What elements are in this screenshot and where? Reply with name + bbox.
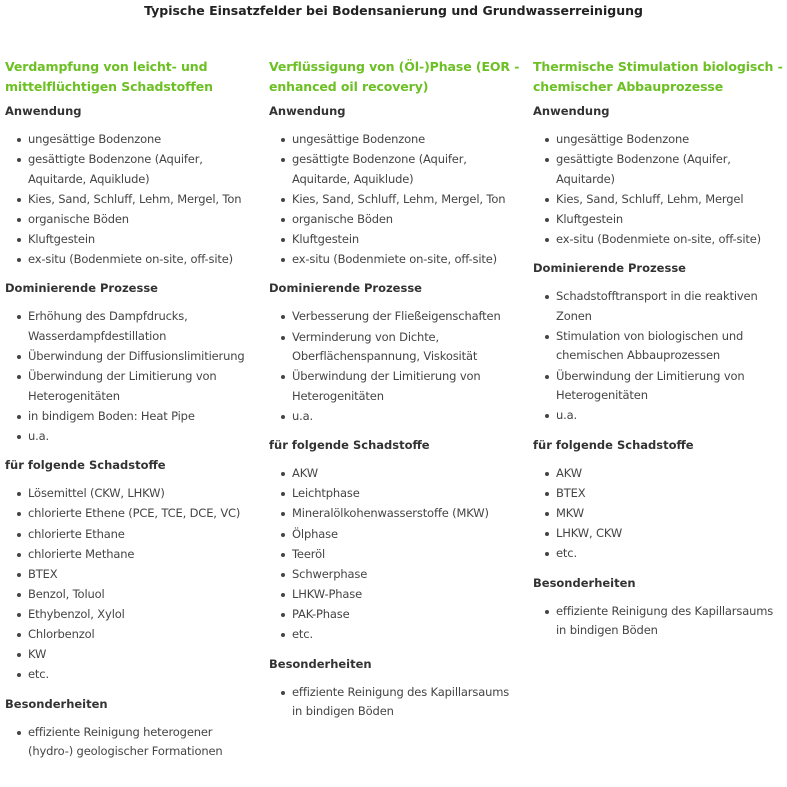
section-heading: Dominierende Prozesse: [533, 261, 686, 276]
list-item: [292, 210, 521, 230]
list-item: [556, 602, 785, 641]
list-item-text: LHKW-Phase: [292, 586, 363, 601]
bullet-icon: [545, 375, 549, 379]
list-item-text: MKW: [556, 505, 584, 520]
bullet-icon: [17, 593, 21, 597]
bullet-icon: [17, 613, 21, 617]
list-item: [556, 230, 785, 250]
bullet-icon: [17, 633, 21, 637]
list-item: [28, 367, 257, 406]
bullet-icon: [545, 532, 549, 536]
list-item: [28, 484, 257, 504]
list-item: [556, 484, 785, 504]
list-item: [292, 565, 521, 585]
list-item: [292, 464, 521, 484]
bullet-icon: [281, 218, 285, 222]
column-title: Thermische Stimulation biologisch - chemischer Abbauprozesse: [533, 59, 783, 94]
bullet-icon: [281, 258, 285, 262]
list-item-text: Ethybenzol, Xylol: [28, 606, 125, 621]
list-item: [28, 585, 257, 605]
list-item: [556, 504, 785, 524]
list-item: [292, 605, 521, 625]
list-item-text: Ölphase: [292, 526, 338, 541]
list-item: [556, 150, 785, 189]
list-item-text: organische Böden: [28, 211, 129, 226]
bullet-icon: [545, 610, 549, 614]
list-item-text: effiziente Reinigung des Kapillarsaums in bindigen Böden: [292, 684, 510, 718]
list-item: [28, 625, 257, 645]
list-item-text: Erhöhung des Dampfdrucks, Wasserdampfdestillation: [28, 309, 188, 343]
bullet-icon: [545, 158, 549, 162]
bullet-icon: [281, 633, 285, 637]
list-item-text: Stimulation von biologischen und chemischen Abbauprozessen: [556, 328, 744, 363]
list-item: [28, 605, 257, 625]
list-item: [28, 347, 257, 367]
list-item-text: LHKW, CKW: [556, 525, 623, 540]
bullet-icon: [545, 552, 549, 556]
bullet-icon: [17, 435, 21, 439]
list-item: [292, 130, 521, 150]
bullet-icon: [545, 138, 549, 142]
bullet-icon: [17, 573, 21, 577]
list-item-text: AKW: [556, 465, 582, 480]
column-verdampfung: [5, 57, 257, 771]
page-title: Typische Einsatzfelder bei Bodensanierung und Grundwasserreinigung: [144, 3, 643, 18]
list-item: [556, 287, 785, 326]
list-item-text: Kluftgestein: [292, 231, 360, 246]
bullet-icon: [17, 218, 21, 222]
list-item: [28, 130, 257, 150]
bullet-icon: [281, 315, 285, 319]
section-heading: Anwendung: [269, 104, 346, 118]
bullet-icon: [281, 593, 285, 597]
list-item-text: BTEX: [556, 485, 586, 500]
list-item: [28, 407, 257, 427]
bullet-icon: [281, 238, 285, 242]
list-item-text: Überwindung der Limitierung von Heterogenitäten: [292, 369, 481, 403]
section-item-list: [269, 307, 521, 426]
list-item: [292, 625, 521, 645]
list-item-text: Schwerphase: [292, 566, 368, 581]
list-item: [28, 525, 257, 545]
bullet-icon: [17, 138, 21, 142]
list-item: [28, 645, 257, 665]
bullet-icon: [545, 414, 549, 418]
list-item: [556, 544, 785, 564]
section-item-list: [533, 602, 785, 641]
section-item-list: [5, 723, 257, 762]
list-item-text: gesättigte Bodenzone (Aquifer, Aquitarde, Aquiklude): [28, 152, 203, 186]
list-item-text: Leichtphase: [292, 486, 360, 501]
list-item-text: Überwindung der Limitierung von Heterogenitäten: [556, 368, 745, 403]
list-item-text: Kluftgestein: [556, 211, 624, 226]
section-item-list: [269, 464, 521, 644]
list-item: [292, 190, 521, 210]
list-item-text: Kies, Sand, Schluff, Lehm, Mergel, Ton: [292, 191, 506, 206]
bullet-icon: [281, 691, 285, 695]
list-item: [292, 367, 521, 406]
bullet-icon: [17, 375, 21, 379]
list-item-text: Kluftgestein: [28, 231, 96, 246]
bullet-icon: [17, 198, 21, 202]
list-item: [556, 524, 785, 544]
bullet-icon: [545, 238, 549, 242]
list-item-text: effiziente Reinigung heterogener (hydro-) geologischer Formationen: [28, 724, 223, 759]
bullet-icon: [17, 731, 21, 735]
bullet-icon: [545, 492, 549, 496]
bullet-icon: [281, 472, 285, 476]
section-heading: Anwendung: [533, 104, 610, 118]
bullet-icon: [17, 355, 21, 359]
list-item: [292, 504, 521, 524]
list-item-text: PAK-Phase: [292, 606, 350, 621]
bullet-icon: [545, 472, 549, 476]
bullet-icon: [545, 512, 549, 516]
list-item: [556, 190, 785, 210]
list-item-text: chlorierte Ethene (PCE, TCE, DCE, VC): [28, 506, 241, 521]
section-item-list: [533, 287, 785, 425]
list-item-text: Verminderung von Dichte, Oberflächenspannung, Viskosität: [292, 329, 478, 364]
bullet-icon: [281, 553, 285, 557]
list-item: [292, 150, 521, 189]
section-item-list: [269, 130, 521, 269]
list-item-text: Verbesserung der Fließeigenschaften: [292, 309, 501, 324]
list-item-text: organische Böden: [292, 211, 393, 226]
section-heading: Dominierende Prozesse: [5, 281, 158, 296]
list-item-text: etc.: [292, 627, 313, 641]
list-item: [28, 565, 257, 585]
list-item: [28, 545, 257, 565]
list-item-text: Schadstofftransport in die reaktiven Zonen: [556, 289, 758, 323]
column-title: Verdampfung von leicht- und mittelflüchtigen Schadstoffen: [5, 59, 213, 94]
section-heading: Besonderheiten: [269, 656, 372, 671]
list-item: [556, 327, 785, 366]
list-item-text: etc.: [28, 667, 49, 682]
column-verfluessigung: [269, 57, 521, 731]
list-item: [28, 150, 257, 189]
list-item-text: Kies, Sand, Schluff, Lehm, Mergel, Ton: [28, 191, 242, 206]
bullet-icon: [17, 415, 21, 419]
section-heading: Dominierende Prozesse: [269, 281, 422, 296]
bullet-icon: [17, 158, 21, 162]
list-item: [28, 307, 257, 346]
list-item-text: BTEX: [28, 566, 58, 581]
list-item: [28, 190, 257, 210]
section-heading: für folgende Schadstoffe: [5, 458, 166, 473]
list-item: [556, 130, 785, 150]
list-item-text: Lösemittel (CKW, LHKW): [28, 486, 165, 501]
list-item: [292, 484, 521, 504]
bullet-icon: [281, 158, 285, 162]
bullet-icon: [17, 653, 21, 657]
list-item: [28, 665, 257, 685]
section-item-list: [5, 130, 257, 269]
bullet-icon: [281, 573, 285, 577]
list-item-text: effiziente Reinigung des Kapillarsaums in bindigen Böden: [556, 603, 774, 638]
list-item: [292, 683, 521, 722]
list-item-text: chlorierte Ethane: [28, 526, 125, 541]
list-item-text: ex-situ (Bodenmiete on-site, off-site): [28, 251, 234, 266]
list-item-text: KW: [28, 647, 47, 662]
bullet-icon: [17, 512, 21, 516]
bullet-icon: [281, 613, 285, 617]
list-item-text: gesättigte Bodenzone (Aquifer, Aquitarde): [556, 152, 731, 186]
list-item-text: Teeröl: [292, 546, 326, 561]
bullet-icon: [281, 533, 285, 537]
list-item: [292, 230, 521, 250]
list-item-text: etc.: [556, 546, 577, 561]
list-item: [28, 504, 257, 524]
list-item-text: Überwindung der Diffusionslimitierung: [28, 349, 245, 364]
bullet-icon: [281, 415, 285, 419]
section-heading: Besonderheiten: [533, 575, 636, 590]
section-item-list: [533, 464, 785, 564]
column-thermische-stimulation: [533, 57, 785, 650]
bullet-icon: [545, 335, 549, 339]
bullet-icon: [17, 492, 21, 496]
list-item: [292, 307, 521, 327]
list-item-text: gesättigte Bodenzone (Aquifer, Aquitarde, Aquiklude): [292, 152, 467, 186]
list-item: [28, 210, 257, 230]
list-item-text: u.a.: [28, 428, 50, 443]
list-item-text: Kies, Sand, Schluff, Lehm, Mergel: [556, 191, 744, 206]
bullet-icon: [17, 533, 21, 537]
list-item: [556, 464, 785, 484]
bullet-icon: [17, 673, 21, 677]
list-item: [292, 525, 521, 545]
section-item-list: [5, 307, 257, 446]
bullet-icon: [281, 512, 285, 516]
list-item-text: ungesättige Bodenzone: [556, 132, 690, 146]
list-item-text: Mineralölkohenwasserstoffe (MKW): [292, 506, 489, 521]
section-heading: für folgende Schadstoffe: [533, 437, 694, 452]
list-item-text: in bindigem Boden: Heat Pipe: [28, 408, 195, 423]
column-title: Verflüssigung von (Öl-)Phase (EOR - enhanced oil recovery): [269, 59, 520, 94]
bullet-icon: [281, 492, 285, 496]
bullet-icon: [281, 198, 285, 202]
list-item-text: AKW: [292, 466, 318, 481]
list-item: [28, 427, 257, 447]
bullet-icon: [281, 336, 285, 340]
list-item-text: ungesättige Bodenzone: [292, 132, 426, 146]
list-item: [292, 250, 521, 270]
section-item-list: [269, 683, 521, 722]
bullet-icon: [17, 258, 21, 262]
bullet-icon: [17, 238, 21, 242]
bullet-icon: [17, 315, 21, 319]
list-item: [28, 230, 257, 250]
list-item: [556, 367, 785, 406]
bullet-icon: [545, 198, 549, 202]
list-item: [292, 585, 521, 605]
list-item-text: ungesättige Bodenzone: [28, 132, 162, 146]
section-heading: Besonderheiten: [5, 696, 108, 711]
list-item: [292, 407, 521, 427]
list-item-text: u.a.: [292, 408, 314, 423]
list-item: [292, 328, 521, 367]
list-item: [556, 406, 785, 426]
section-item-list: [533, 130, 785, 249]
bullet-icon: [281, 375, 285, 379]
list-item-text: ex-situ (Bodenmiete on-site, off-site): [292, 251, 498, 266]
list-item: [556, 210, 785, 230]
section-item-list: [5, 484, 257, 684]
list-item: [28, 250, 257, 270]
bullet-icon: [545, 218, 549, 222]
list-item-text: Überwindung der Limitierung von Heterogenitäten: [28, 369, 217, 403]
bullet-icon: [17, 553, 21, 557]
section-heading: Anwendung: [5, 104, 82, 118]
list-item-text: ex-situ (Bodenmiete on-site, off-site): [556, 231, 762, 246]
bullet-icon: [545, 295, 549, 299]
list-item-text: u.a.: [556, 408, 578, 423]
list-item: [28, 723, 257, 762]
section-heading: für folgende Schadstoffe: [269, 438, 430, 453]
list-item: [292, 545, 521, 565]
bullet-icon: [281, 138, 285, 142]
list-item-text: chlorierte Methane: [28, 546, 135, 561]
list-item-text: Benzol, Toluol: [28, 586, 105, 601]
list-item-text: Chlorbenzol: [28, 627, 95, 641]
